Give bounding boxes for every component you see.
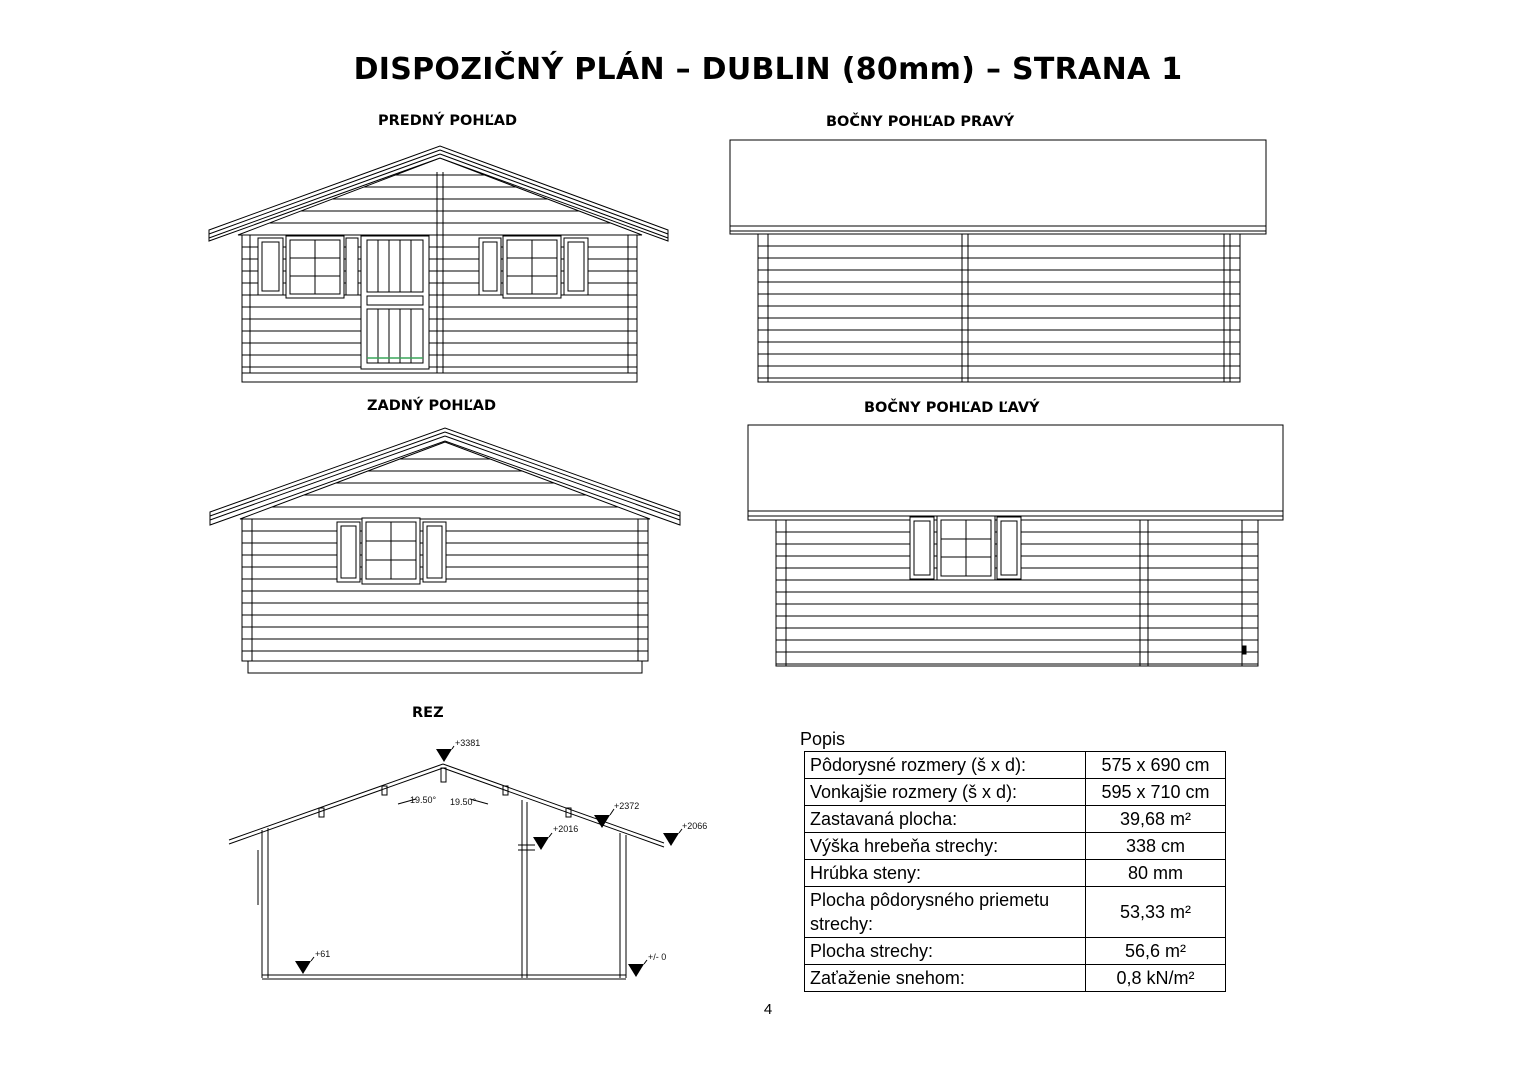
front-door bbox=[361, 236, 429, 369]
label-right-side-view: BOČNY POHĽAD PRAVÝ bbox=[826, 114, 1015, 130]
level-ridge: +3381 bbox=[455, 738, 481, 748]
spec-value: 575 x 690 cm bbox=[1086, 752, 1226, 779]
label-front-view: PREDNÝ POHĽAD bbox=[378, 113, 518, 129]
front-view-drawing bbox=[209, 146, 668, 382]
right-roof bbox=[730, 140, 1266, 226]
table-row bbox=[805, 887, 1226, 938]
level-marker bbox=[295, 961, 311, 974]
table-row bbox=[805, 860, 1226, 887]
table-row bbox=[805, 833, 1226, 860]
level-ground: +/- 0 bbox=[648, 952, 667, 962]
level-eave-mid: +2372 bbox=[614, 801, 640, 811]
label-section-view: REZ bbox=[412, 705, 444, 721]
spec-value: 0,8 kN/m² bbox=[1086, 965, 1226, 992]
spec-key: Plocha strechy: bbox=[805, 938, 1086, 965]
right-wall bbox=[758, 234, 1240, 382]
table-row bbox=[805, 752, 1226, 779]
table-row bbox=[805, 938, 1226, 965]
left-roof bbox=[748, 425, 1283, 511]
spec-key: Hrúbka steny: bbox=[805, 860, 1086, 887]
table-row bbox=[805, 806, 1226, 833]
spec-key: Výška hrebeňa strechy: bbox=[805, 833, 1086, 860]
page-number: 4 bbox=[763, 1001, 773, 1018]
label-back-view: ZADNÝ POHĽAD bbox=[367, 398, 497, 414]
level-marker bbox=[594, 815, 610, 828]
spec-value: 53,33 m² bbox=[1086, 887, 1226, 938]
section-drawing bbox=[229, 764, 667, 979]
spec-value: 56,6 m² bbox=[1086, 938, 1226, 965]
table-row bbox=[805, 779, 1226, 806]
page-title: DISPOZIČNÝ PLÁN – DUBLIN (80mm) – STRANA 1 bbox=[353, 52, 1183, 87]
level-eave-low: +2066 bbox=[682, 821, 708, 831]
label-left-side-view: BOČNY POHĽAD ĽAVÝ bbox=[864, 400, 1040, 416]
angle-left: 19.50° bbox=[410, 795, 437, 805]
spec-value: 595 x 710 cm bbox=[1086, 779, 1226, 806]
left-side-view-drawing bbox=[748, 425, 1283, 666]
spec-key: Vonkajšie rozmery (š x d): bbox=[805, 779, 1086, 806]
spec-key: Plocha pôdorysného priemetu strechy: bbox=[805, 887, 1086, 938]
level-marker bbox=[628, 964, 644, 977]
level-floor: +61 bbox=[315, 949, 331, 959]
table-row bbox=[805, 965, 1226, 992]
level-marker bbox=[663, 833, 679, 846]
description-label: Popis bbox=[800, 729, 846, 749]
spec-value: 80 mm bbox=[1086, 860, 1226, 887]
angle-right: 19.50° bbox=[450, 797, 477, 807]
spec-value: 338 cm bbox=[1086, 833, 1226, 860]
level-ceiling: +2016 bbox=[553, 824, 579, 834]
spec-key: Zastavaná plocha: bbox=[805, 806, 1086, 833]
level-marker bbox=[533, 837, 549, 850]
spec-key: Pôdorysné rozmery (š x d): bbox=[805, 752, 1086, 779]
back-view-drawing bbox=[210, 428, 680, 673]
spec-key: Zaťaženie snehom: bbox=[805, 965, 1086, 992]
spec-table bbox=[804, 751, 1226, 992]
spec-value: 39,68 m² bbox=[1086, 806, 1226, 833]
level-marker bbox=[436, 749, 452, 762]
right-side-view-drawing bbox=[730, 140, 1266, 382]
